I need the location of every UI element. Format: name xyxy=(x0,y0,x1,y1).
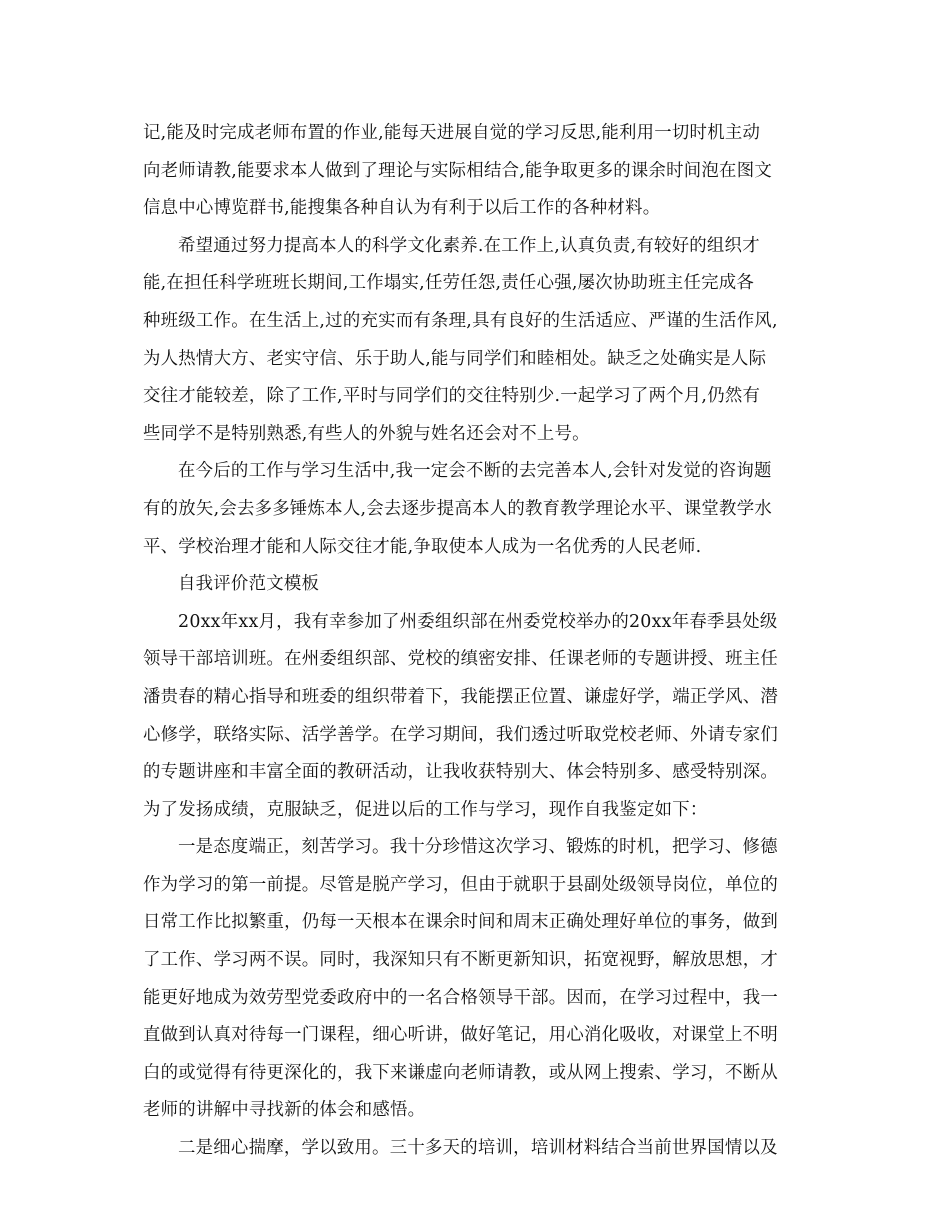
text-line: 平、学校治理才能和人际交往才能,争取使本人成为一名优秀的人民老师. xyxy=(143,536,702,557)
text-line: 记,能及时完成老师布置的作业,能每天进展自觉的学习反思,能利用一切时机主动 xyxy=(143,123,761,143)
text-line: 在今后的工作与学习生活中,我一定会不断的去完善本人,会针对发觉的咨询题 xyxy=(178,461,772,482)
text-line: 自我评价范文模板 xyxy=(178,574,320,595)
text-line: 作为学习的第一前提。尽管是脱产学习，但由于就职于县副处级领导岗位，单位的 xyxy=(143,874,779,895)
text-line: 心修学，联络实际、活学善学。在学习期间，我们透过听取党校老师、外请专家们 xyxy=(143,724,779,745)
text-line: 交往才能较差，除了工作,平时与同学们的交往特别少.一起学习了两个月,仍然有 xyxy=(143,386,761,407)
text-line: 潘贵春的精心指导和班委的组织带着下，我能摆正位置、谦虚好学，端正学风、潜 xyxy=(143,686,779,707)
text-line: 了工作、学习两不误。同时，我深知只有不断更新知识，拓宽视野，解放思想，才 xyxy=(143,950,779,971)
text-line: 领导干部培训班。在州委组织部、党校的缜密安排、任课老师的专题讲授、班主任 xyxy=(143,649,779,670)
text-line: 直做到认真对待每一门课程，细心听讲，做好笔记，用心消化吸收，对课堂上不明 xyxy=(143,1025,779,1046)
text-line: 有的放矢,会去多多锤炼本人,会去逐步提高本人的教育教学理论水平、课堂教学水 xyxy=(143,498,772,519)
text-line: 老师的讲解中寻找新的体会和感悟。 xyxy=(143,1100,426,1121)
text-line: 二是细心揣摩，学以致用。三十多天的培训，培训材料结合当前世界国情以及 xyxy=(178,1138,778,1159)
text-line: 些同学不是特别熟悉,有些人的外貌与姓名还会对不上号。 xyxy=(143,423,590,444)
text-line: 能更好地成为效劳型党委政府中的一名合格领导干部。因而，在学习过程中，我一 xyxy=(143,987,779,1008)
text-line: 一是态度端正，刻苦学习。我十分珍惜这次学习、锻炼的时机，把学习、修德 xyxy=(178,837,778,858)
text-line: 种班级工作。在生活上,过的充实而有条理,具有良好的生活适应、严谨的生活作风, xyxy=(143,310,778,331)
text-line: 20xx年xx月，我有幸参加了州委组织部在州委党校举办的20xx年春季县处级 xyxy=(178,611,778,632)
text-line: 为了发扬成绩，克服缺乏，促进以后的工作与学习，现作自我鉴定如下： xyxy=(143,799,708,820)
text-line: 信息中心博览群书,能搜集各种自认为有利于以后工作的各种材料。 xyxy=(143,198,661,219)
text-line: 白的或觉得有待更深化的，我下来谦虚向老师请教，或从网上搜索、学习，不断从 xyxy=(143,1062,779,1083)
text-line: 能,在担任科学班班长期间,工作塌实,任劳任怨,责任心强,屡次协助班主任完成各 xyxy=(143,273,755,294)
text-line: 希望通过努力提高本人的科学文化素养.在工作上,认真负责,有较好的组织才 xyxy=(178,235,760,256)
text-line: 的专题讲座和丰富全面的教研活动，让我收获特别大、体会特别多、感受特别深。 xyxy=(143,762,779,783)
text-line: 日常工作比拟繁重，仍每一天根本在课余时间和周末正确处理好单位的事务，做到 xyxy=(143,912,779,933)
document-body xyxy=(143,115,815,1168)
text-line: 向老师请教,能要求本人做到了理论与实际相结合,能争取更多的课余时间泡在图文 xyxy=(143,160,772,181)
text-line: 为人热情大方、老实守信、乐于助人,能与同学们和睦相处。缺乏之处确实是人际 xyxy=(143,348,767,369)
